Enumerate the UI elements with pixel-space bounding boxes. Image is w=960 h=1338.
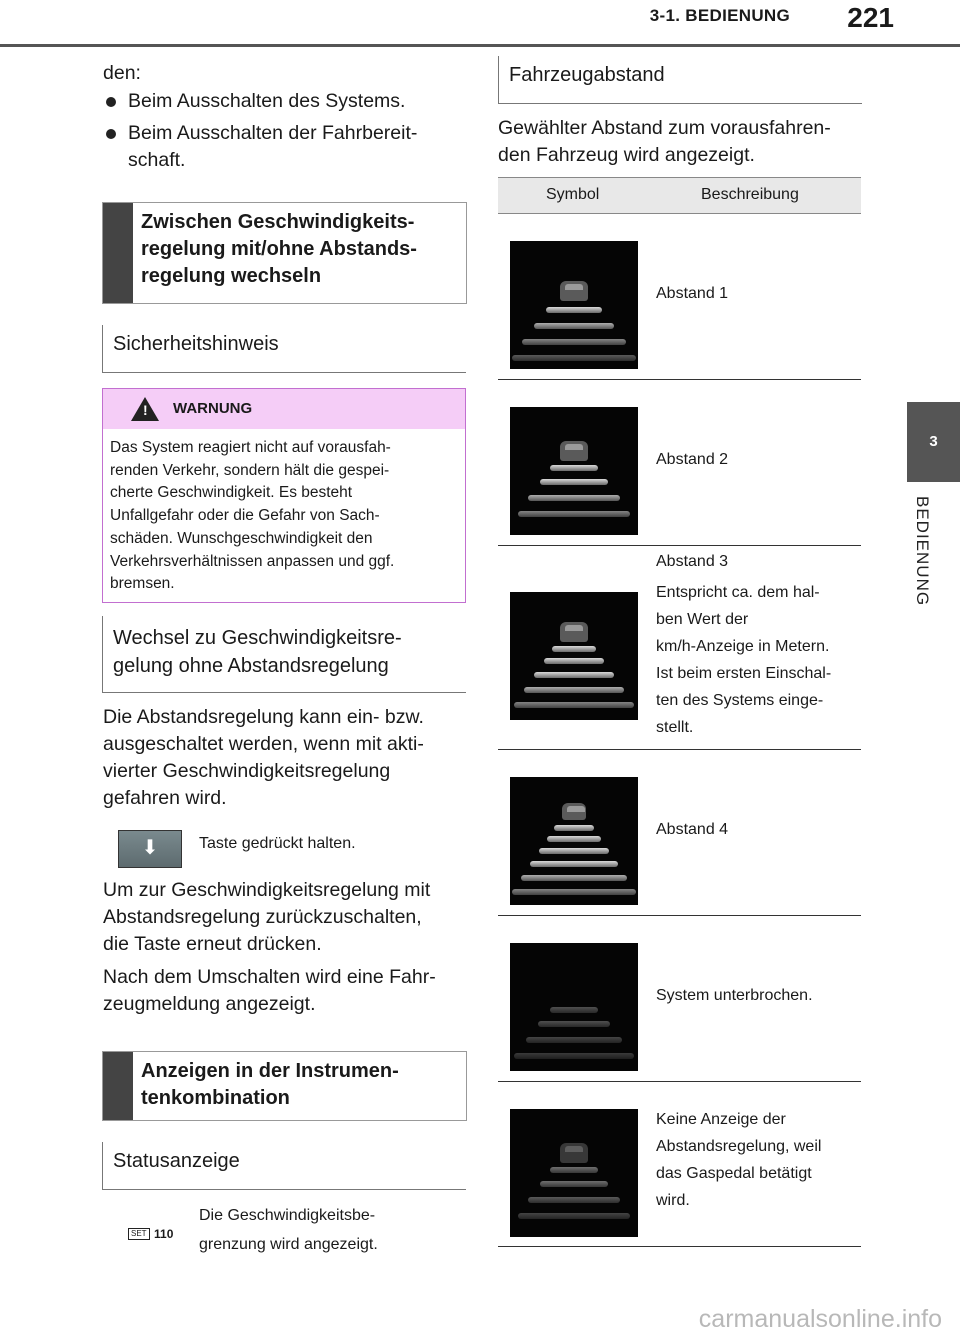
watermark: carmanualsonline.info: [698, 1305, 942, 1333]
section-heading-box: [102, 1051, 467, 1121]
heading-line: Anzeigen in der Instrumen-: [141, 1060, 399, 1082]
heading-bar: [103, 203, 133, 303]
bullet-continuation: schaft.: [128, 149, 186, 171]
lane-bar: [554, 825, 594, 831]
subheading-line: gelung ohne Abstandsregelung: [113, 655, 389, 677]
heading-line: regelung mit/ohne Abstands-: [141, 238, 417, 260]
lane-bar: [528, 495, 620, 501]
lane-bar: [550, 1167, 598, 1173]
intro-text: den:: [103, 62, 141, 84]
lane-bar: [518, 1213, 630, 1219]
lane-bar: [540, 1181, 608, 1187]
heading-bar: [103, 1052, 133, 1120]
paragraph-line: vierter Geschwindigkeitsregelung: [103, 760, 391, 782]
paragraph-line: Nach dem Umschalten wird eine Fahr-: [103, 966, 436, 988]
car-icon: [560, 281, 588, 301]
paragraph-line: zeugmeldung angezeigt.: [103, 993, 316, 1015]
chapter-tab: 3: [907, 402, 960, 482]
warning-line: Unfallgefahr oder die Gefahr von Sach-: [110, 507, 380, 525]
accelerator-override-icon: [510, 1109, 638, 1237]
paragraph-message: [103, 964, 436, 1018]
description-line: Abstand 4: [656, 821, 729, 838]
lane-bar: [550, 1007, 598, 1013]
row-description: [656, 816, 861, 843]
column-header-description: Beschreibung: [701, 186, 799, 203]
description-line: System unterbrochen.: [656, 987, 813, 1004]
lane-bar: [550, 465, 598, 471]
distance-4-icon: [510, 777, 638, 905]
heading-line: regelung wechseln: [141, 265, 322, 287]
lane-bar: [514, 702, 634, 708]
lane-bar: [512, 355, 636, 361]
description-line: Abstand 2: [656, 451, 729, 468]
subheading-switch: [102, 616, 466, 693]
warning-line: schäden. Wunschgeschwindigkeit den: [110, 529, 373, 547]
row-description: [656, 280, 861, 307]
warning-text: [103, 429, 465, 596]
car-icon: [562, 803, 586, 820]
paragraph-switch-back: [103, 877, 430, 958]
description-line: wird.: [656, 1192, 690, 1209]
set-speed-value: 110: [154, 1226, 174, 1241]
car-icon: [560, 441, 588, 461]
description-line: ben Wert der: [656, 611, 749, 628]
lane-bar: [534, 323, 614, 329]
lane-bar: [524, 687, 624, 693]
subheading-safety: Sicherheitshinweis: [102, 325, 466, 373]
warning-line: cherte Geschwindigkeit. Es besteht: [110, 484, 353, 502]
row-description: [656, 548, 861, 741]
paragraph-line: Gewählter Abstand zum vorausfahren-: [498, 117, 831, 139]
lane-bar: [528, 1197, 620, 1203]
paragraph-line: Die Abstandsregelung kann ein- bzw.: [103, 706, 424, 728]
section-heading: [141, 1052, 466, 1120]
key-caption: Taste gedrückt halten.: [199, 835, 356, 852]
description-line: Entspricht ca. dem hal-: [656, 584, 820, 601]
description-line: Abstandsregelung, weil: [656, 1138, 822, 1155]
lane-bar: [538, 1021, 610, 1027]
row-description: [656, 1106, 861, 1214]
paragraph-line: Um zur Geschwindigkeitsregelung mit: [103, 879, 431, 901]
description-line: Abstand 1: [656, 285, 729, 302]
lane-bar: [514, 1053, 634, 1059]
table-row: [498, 1082, 861, 1247]
subheading-distance: Fahrzeugabstand: [498, 56, 862, 104]
lane-bar: [526, 1037, 622, 1043]
table-row: [498, 916, 861, 1082]
lane-bar: [534, 672, 614, 678]
description-line: Abstand 3: [656, 553, 729, 570]
description-line: das Gaspedal betätigt: [656, 1165, 812, 1182]
status-symbol: [128, 1225, 174, 1241]
subheading-status: Statusanzeige: [102, 1142, 466, 1190]
status-line: Die Geschwindigkeitsbe-: [199, 1207, 376, 1224]
warning-line: Verkehrsverhältnissen anpassen und ggf.: [110, 552, 395, 570]
warning-box: [102, 388, 466, 603]
heading-line: Zwischen Geschwindigkeits-: [141, 211, 415, 233]
description-line: stellt.: [656, 719, 694, 736]
set-badge: SET: [128, 1228, 150, 1240]
status-description: [199, 1201, 378, 1259]
distance-button-image: [118, 830, 182, 868]
paragraph-line: gefahren wird.: [103, 787, 227, 809]
chapter-label: BEDIENUNG: [913, 496, 932, 607]
distance-button-icon: ⬇: [141, 837, 159, 859]
distance-1-icon: [510, 241, 638, 369]
row-description: [656, 982, 861, 1009]
section-title: 3-1. BEDIENUNG: [649, 6, 790, 25]
warning-title: WARNUNG: [173, 400, 253, 417]
status-line: grenzung wird angezeigt.: [199, 1236, 378, 1253]
distance-intro: [498, 115, 831, 169]
paragraph-line: Abstandsregelung zurückzuschalten,: [103, 906, 422, 928]
bullet-item: Beim Ausschalten des Systems.: [128, 88, 405, 115]
description-line: ten des Systems einge-: [656, 692, 824, 709]
lane-bar: [544, 658, 604, 664]
column-header-symbol: Symbol: [546, 186, 600, 203]
subheading-line: Wechsel zu Geschwindigkeitsre-: [113, 627, 402, 649]
table-header: [498, 177, 861, 214]
bullet-item: Beim Ausschalten der Fahrbereit-: [128, 120, 417, 147]
table-row: [498, 214, 861, 380]
warning-icon-mark: !: [143, 402, 148, 418]
paragraph-line: den Fahrzeug wird angezeigt.: [498, 144, 755, 166]
lane-bar: [547, 836, 601, 842]
lane-bar: [522, 339, 626, 345]
warning-line: Das System reagiert nicht auf vorausfah-: [110, 439, 391, 456]
lane-bar: [530, 861, 618, 867]
lane-bar: [539, 848, 609, 854]
distance-2-icon: [510, 407, 638, 535]
lane-bar: [552, 646, 596, 652]
page-number: 221: [847, 2, 894, 33]
paragraph-line: ausgeschaltet werden, wenn mit akti-: [103, 733, 424, 755]
table-row: [498, 380, 861, 546]
warning-header: [103, 389, 465, 429]
paragraph-line: die Taste erneut drücken.: [103, 933, 322, 955]
car-icon: [560, 1143, 588, 1163]
car-icon: [560, 622, 588, 642]
lane-bar: [512, 889, 636, 895]
warning-line: renden Verkehr, sondern hält die gespei-: [110, 461, 390, 479]
description-line: Ist beim ersten Einschal-: [656, 665, 832, 682]
system-interrupted-icon: [510, 943, 638, 1071]
distance-3-icon: [510, 592, 638, 720]
heading-line: tenkombination: [141, 1087, 290, 1109]
header-rule: [0, 44, 960, 47]
table-row: [498, 546, 861, 750]
section-heading-box: [102, 202, 467, 304]
description-line: km/h-Anzeige in Metern.: [656, 638, 830, 655]
lane-bar: [518, 511, 630, 517]
section-heading: [141, 203, 466, 298]
row-description: [656, 446, 861, 473]
warning-line: bremsen.: [110, 575, 175, 593]
lane-bar: [546, 307, 602, 313]
lane-bar: [540, 479, 608, 485]
paragraph-distance-control: [103, 704, 424, 812]
lane-bar: [521, 875, 627, 881]
description-line: Keine Anzeige der: [656, 1111, 786, 1128]
table-row: [498, 750, 861, 916]
